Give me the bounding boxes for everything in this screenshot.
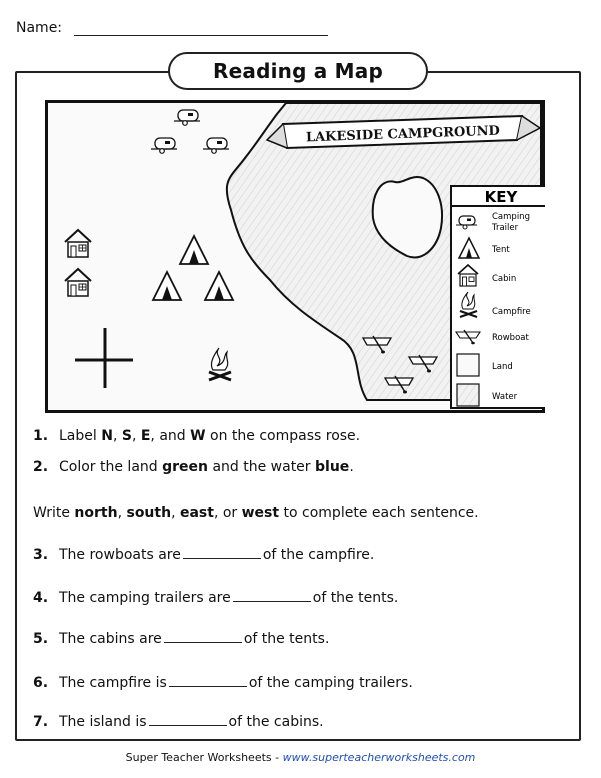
answer-blank[interactable] — [149, 713, 227, 726]
key-label-water: Water — [492, 392, 518, 402]
question-3: 3. The rowboats are of the campfire. — [33, 547, 375, 563]
key-label-tent: Tent — [492, 245, 510, 255]
instruction-2: 2. Color the land green and the water blue. — [33, 459, 354, 475]
water-swatch — [457, 384, 479, 406]
key-label-land: Land — [492, 362, 513, 372]
land-swatch — [457, 354, 479, 376]
answer-blank[interactable] — [164, 630, 242, 643]
map-key — [451, 186, 545, 408]
footer-url[interactable]: www.superteacherworksheets.com — [282, 751, 476, 764]
answer-blank[interactable] — [183, 546, 261, 559]
footer — [0, 751, 601, 764]
page-title: Reading a Map — [168, 52, 428, 90]
key-heading: KEY — [484, 188, 518, 206]
name-blank-line[interactable] — [74, 35, 328, 36]
question-7: 7. The island is of the cabins. — [33, 714, 324, 730]
footer-text: Super Teacher Worksheets - — [125, 751, 283, 764]
instruction-1: 1. Label N, S, E, and W on the compass rose. — [33, 428, 361, 444]
instruction-number: 1. — [33, 428, 49, 444]
answer-blank[interactable] — [169, 674, 247, 687]
name-label: Name: — [16, 20, 63, 36]
answer-blank[interactable] — [233, 589, 311, 602]
question-4: 4. The camping trailers are of the tents. — [33, 590, 399, 606]
key-label-trailer-line2: Trailer — [492, 223, 519, 233]
instruction-number: 2. — [33, 459, 49, 475]
question-6: 6. The campfire is of the camping trailers. — [33, 675, 413, 691]
key-label-trailer: Camping — [492, 212, 530, 222]
banner-text: LAKESIDE CAMPGROUND — [305, 123, 501, 146]
key-label-rowboat: Rowboat — [492, 333, 529, 343]
write-prompt: Write north, south, east, or west to complete each sentence. — [33, 505, 479, 521]
key-label-campfire: Campfire — [492, 307, 531, 317]
question-5: 5. The cabins are of the tents. — [33, 631, 330, 647]
campground-map — [45, 100, 545, 413]
key-label-cabin: Cabin — [492, 274, 517, 284]
